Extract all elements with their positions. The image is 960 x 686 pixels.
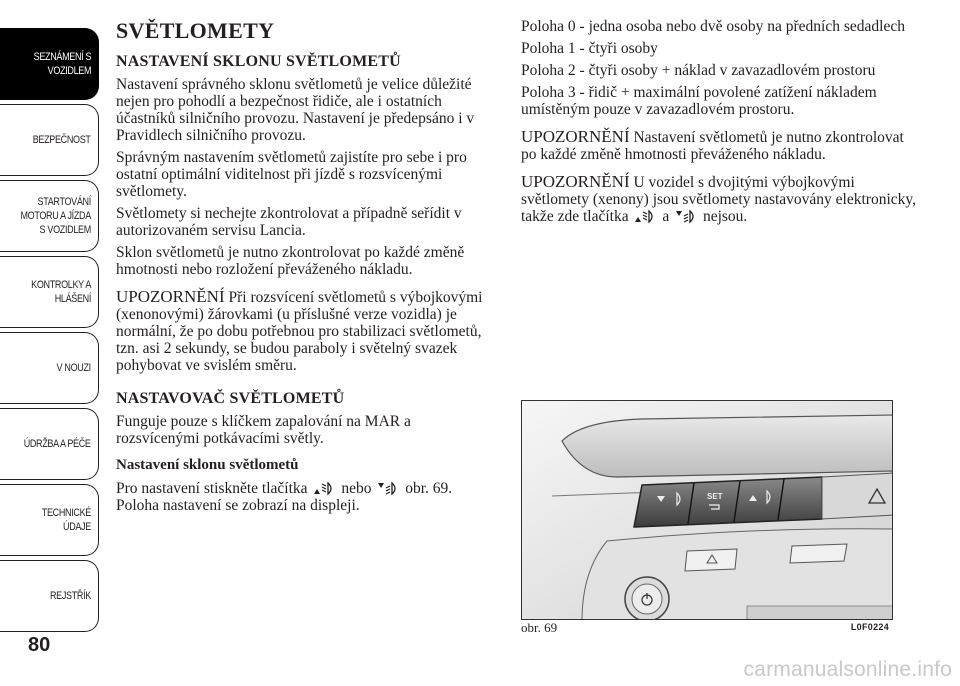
paragraph: Sklon světlometů je nutno zkontrolovat po každé změně hmotnosti nebo rozložení převáženého nákladu.	[116, 244, 465, 278]
headlight-down-icon	[377, 481, 399, 496]
warning-text: U vozidel s dvojitými výbojkovými světlomety (xenony) jsou světlomety nastavovány elektronicky, takže zde tlačítka	[521, 174, 917, 225]
tab-label: ÚDRŽBA A PÉČE	[24, 438, 91, 450]
warning-paragraph	[521, 173, 921, 225]
paragraph: Nastavení správného sklonu světlometů je velice důležité nejen pro pohodlí a bezpečnost řidiče, ale i ostatních účastníků silničního provozu. Nastavení je předepsáno i v Pravidlech silničního provozu.	[116, 76, 475, 144]
tab-seznameni-s-vozidlem[interactable]	[0, 28, 99, 100]
text: obr. 69. Poloha nastavení se zobrazí na displeji.	[116, 480, 453, 514]
left-column	[116, 18, 496, 519]
position-item: Poloha 3 - řidič + maximální povolené zatížení nákladem umístěným pouze v zavazadlovém prostoru.	[521, 84, 877, 118]
page-title: SVĚTLOMETY	[116, 18, 275, 43]
text: nejsou.	[702, 208, 748, 225]
headlight-up-icon	[634, 209, 656, 224]
tab-v-nouzi[interactable]	[0, 332, 99, 404]
warning-paragraph	[116, 288, 496, 374]
position-item: Poloha 0 - jedna osoba nebo dvě osoby na předních sedadlech	[521, 18, 905, 35]
tab-label: BEZPEČNOST	[33, 134, 91, 146]
caption-text: obr. 69	[521, 620, 558, 635]
warning-paragraph	[521, 128, 921, 163]
warning-label: UPOZORNĚNÍ	[116, 287, 225, 306]
tab-label: SEZNÁMENÍ S VOZIDLEM	[33, 51, 91, 77]
paragraph: Správným nastavením světlometů zajistíte pro sebe i pro ostatní optimální viditelnost při jízdě s rozsvícenými světlomety.	[116, 149, 467, 200]
text: nebo	[341, 480, 372, 497]
subsection-heading: Nastavení sklonu světlometů	[116, 457, 299, 473]
position-item: Poloha 1 - čtyři osoby	[521, 40, 658, 57]
section-heading-headlight-adjuster: NASTAVOVAČ SVĚTLOMETŮ	[116, 390, 345, 407]
tab-rejstrik[interactable]	[0, 560, 99, 632]
warning-text: Nastavení světlometů je nutno zkontrolovat po každé změně hmotnosti převáženého nákladu.	[521, 129, 904, 163]
tab-label: TECHNICKÉ ÚDAJE	[41, 507, 91, 533]
warning-text: Při rozsvícení světlometů s výbojkovými (xenonovými) žárovkami (u příslušné verze vozidla) je normální, že po dobu potřebnou pro stabilizaci světlometů, tzn. asi 2 sekundy, se budou paraboly i světelný svazek pohybovat ve svislém směru.	[116, 289, 483, 374]
figure-code: L0F0224	[850, 622, 889, 632]
tab-kontrolky[interactable]	[0, 256, 99, 328]
tab-startovani[interactable]	[0, 180, 99, 252]
paragraph: Světlomety si nechejte zkontrolovat a případně seřídit v autorizovaném servisu Lancia.	[116, 205, 462, 239]
paragraph-buttons	[116, 480, 496, 514]
sidebar	[0, 0, 102, 686]
warning-label: UPOZORNĚNÍ	[521, 127, 630, 146]
figure-caption	[521, 620, 893, 638]
tab-bezpecnost[interactable]	[0, 104, 99, 176]
text: a	[662, 208, 670, 225]
headlight-up-icon	[313, 481, 335, 496]
figure-dashboard-buttons	[521, 400, 893, 620]
position-item: Poloha 2 - čtyři osoby + náklad v zavazadlovém prostoru	[521, 62, 876, 79]
headlight-down-icon	[675, 209, 697, 224]
watermark: carmanualsonline.info	[743, 658, 952, 681]
set-button-label: SET	[707, 492, 723, 501]
warning-label: UPOZORNĚNÍ	[521, 172, 630, 191]
text: Pro nastavení stiskněte tlačítka	[116, 480, 308, 497]
paragraph: Funguje pouze s klíčkem zapalování na MAR a rozsvícenými potkávacími světly.	[116, 413, 411, 447]
dashboard-illustration	[522, 401, 893, 620]
tab-label: REJSTŘÍK	[50, 590, 91, 602]
tab-technicke-udaje[interactable]	[0, 484, 99, 556]
right-column	[521, 18, 921, 230]
tab-udrzba[interactable]	[0, 408, 99, 480]
tab-label: STARTOVÁNÍ MOTORU A JÍZDA S VOZIDLEM	[20, 196, 91, 236]
tab-label: KONTROLKY A HLÁŠENÍ	[31, 279, 91, 305]
page-number: 80	[28, 634, 51, 656]
section-heading-headlight-aim: NASTAVENÍ SKLONU SVĚTLOMETŮ	[116, 53, 401, 70]
tab-label: V NOUZI	[56, 362, 91, 374]
